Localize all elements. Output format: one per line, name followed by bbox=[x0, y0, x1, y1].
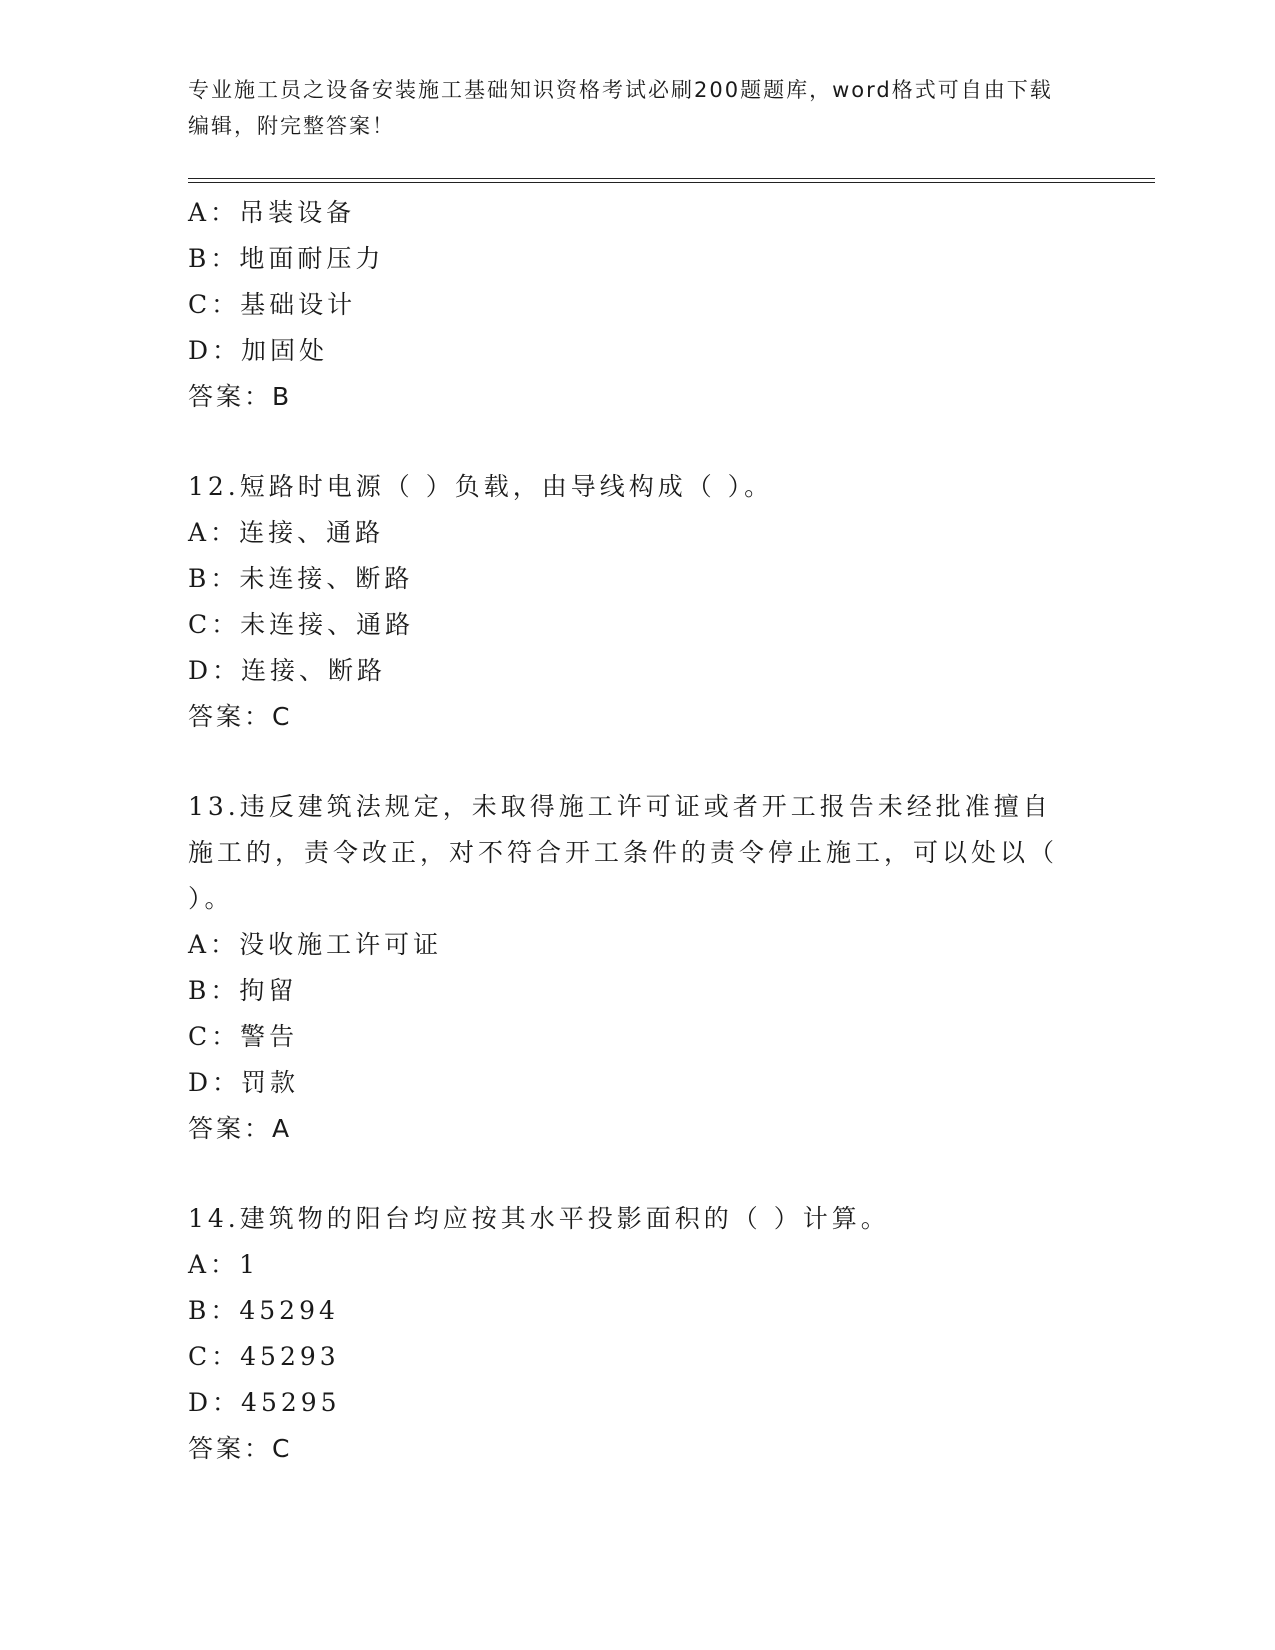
question-stem: 14.建筑物的阳台均应按其水平投影面积的（ ）计算。 bbox=[188, 1204, 890, 1233]
option-d: D：罚款 bbox=[188, 1068, 300, 1097]
option-c: C：45293 bbox=[188, 1342, 340, 1371]
question-block-12 bbox=[188, 464, 1088, 740]
option-d: D：连接、断路 bbox=[188, 656, 387, 685]
option-b: B：45294 bbox=[188, 1296, 339, 1325]
option-b: B：地面耐压力 bbox=[188, 244, 385, 273]
question-block-11 bbox=[188, 190, 1088, 420]
option-b: B：拘留 bbox=[188, 976, 298, 1005]
option-d: D：加固处 bbox=[188, 336, 329, 365]
option-b: B：未连接、断路 bbox=[188, 564, 414, 593]
spacer bbox=[188, 1152, 1088, 1196]
document-header: 专业施工员之设备安装施工基础知识资格考试必刷200题题库，word格式可自由下载编辑，附完整答案！ bbox=[188, 78, 1053, 138]
option-a: A：1 bbox=[188, 1250, 259, 1279]
header-divider-bottom bbox=[188, 182, 1155, 183]
answer-line: 答案：C bbox=[188, 1434, 293, 1463]
option-c: C：基础设计 bbox=[188, 290, 357, 319]
question-block-14 bbox=[188, 1196, 1088, 1472]
option-c: C：未连接、通路 bbox=[188, 610, 415, 639]
spacer bbox=[188, 420, 1088, 464]
header-divider-top bbox=[188, 178, 1155, 179]
option-d: D：45295 bbox=[188, 1388, 341, 1417]
option-c: C：警告 bbox=[188, 1022, 299, 1051]
option-a: A：连接、通路 bbox=[188, 518, 385, 547]
option-a: A：没收施工许可证 bbox=[188, 930, 443, 959]
question-block-13 bbox=[188, 784, 1088, 1152]
question-stem: 13.违反建筑法规定，未取得施工许可证或者开工报告未经批准擅自施工的，责令改正，对不符合开工条件的责令停止施工，可以处以（ ）。 bbox=[188, 792, 1059, 913]
question-list bbox=[188, 190, 1088, 1472]
answer-line: 答案：C bbox=[188, 702, 293, 731]
answer-line: 答案：A bbox=[188, 1114, 293, 1143]
answer-line: 答案：B bbox=[188, 382, 293, 411]
spacer bbox=[188, 740, 1088, 784]
question-stem: 12.短路时电源（ ）负载，由导线构成（ ）。 bbox=[188, 472, 774, 501]
option-a: A：吊装设备 bbox=[188, 198, 356, 227]
